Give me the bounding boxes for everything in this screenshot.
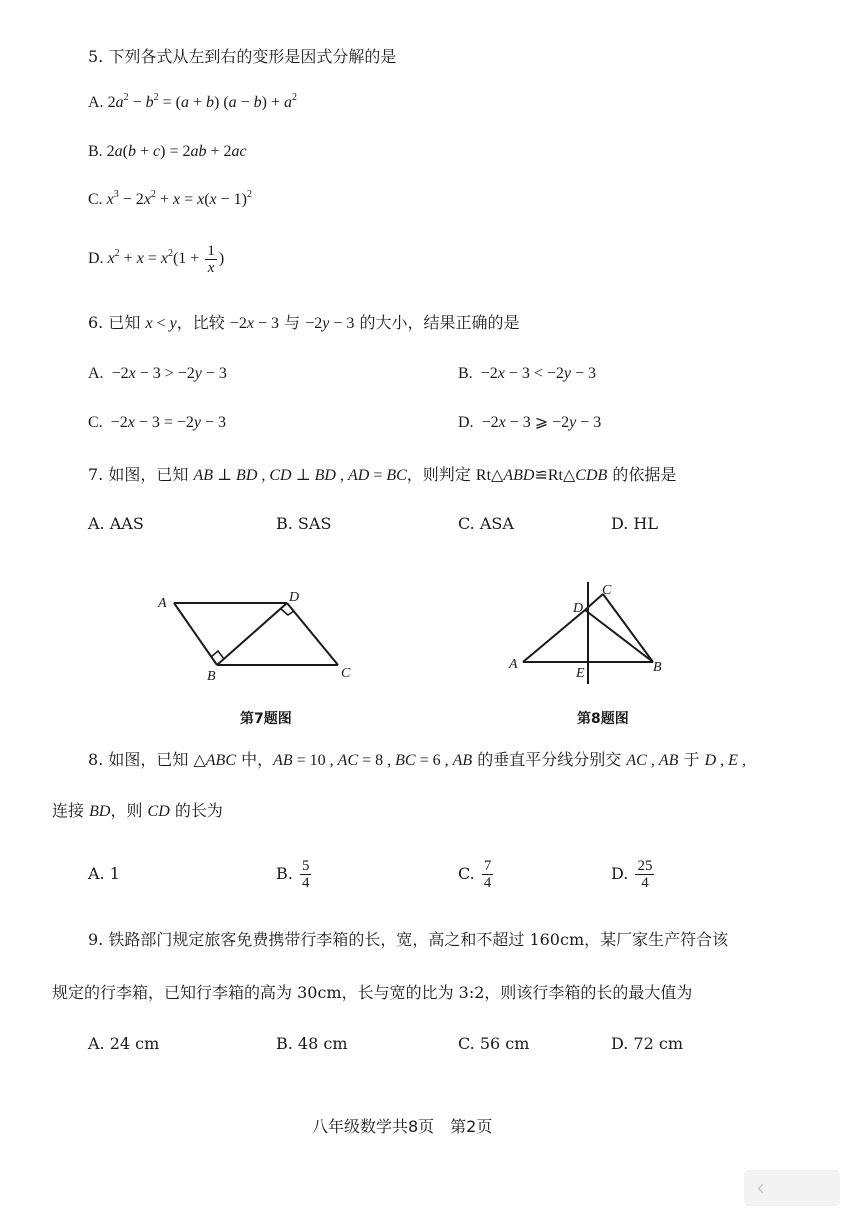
fig8-label-b: B xyxy=(653,660,662,675)
fig8-label-d: D xyxy=(573,601,584,616)
q5-option-c[interactable]: C. $x^3 - 2x^2 + x = x(x - 1)^2$ xyxy=(88,189,252,208)
q7-stem: 7. 如图，已知 AB ⊥ BD , CD ⊥ BD , AD = BC，则判定 Rt△ABD≌Rt△CDB 的依据是 xyxy=(88,465,677,484)
q9-stem-line2: 规定的行李箱，已知行李箱的高为 30cm，长与宽的比为 3:2，则该行李箱的长的最大值为 xyxy=(52,983,693,1002)
q8-option-c[interactable]: C. $\frac{7}{4}$ xyxy=(458,858,492,891)
fig7-label-a: A xyxy=(158,596,167,611)
q8-stem: 8. 如图，已知 △ABC 中，AB = 10 , AC = 8 , BC = 6 , AB 的垂直平分线分别交 AC , AB 于 D , E , xyxy=(88,750,746,769)
q8-stem-line2: 连接 BD，则 CD 的长为 xyxy=(52,801,223,820)
q5-option-d[interactable]: D. $x^2 + x = x^2(1$ + $\frac{1}{x}$ ) xyxy=(88,242,225,276)
figure-8 xyxy=(505,580,675,690)
q6-stem: 6. 已知 x < y，比较 −2x − 3 与 −2y − 3 的大小，结果正确的是 xyxy=(88,313,520,332)
q5-option-a[interactable]: A. $2a^2 - b^2 = (a + b) (a - b) + a^2$ xyxy=(88,92,298,111)
fig8-caption: 第8题图 xyxy=(577,711,629,727)
fig7-caption: 第7题图 xyxy=(240,711,292,727)
q9-option-b[interactable]: B. 48 cm xyxy=(276,1034,348,1053)
fig8-label-a: A xyxy=(509,657,518,672)
back-button[interactable] xyxy=(744,1170,840,1206)
q9-option-d[interactable]: D. 72 cm xyxy=(611,1034,684,1053)
q6-option-d[interactable]: D. −2x − 3 ⩾ −2y − 3 xyxy=(458,414,602,431)
q8-option-d[interactable]: D. $\frac{25}{4}$ xyxy=(611,858,653,891)
fig8-label-c: C xyxy=(602,583,612,598)
chevron-left-icon: ‹ xyxy=(756,1176,765,1201)
q9-stem-line1: 9. 铁路部门规定旅客免费携带行李箱的长，宽，高之和不超过 160cm，某厂家生产符合该 xyxy=(88,930,729,949)
page-footer: 八年级数学共8页 第2页 xyxy=(312,1117,493,1136)
q7-option-c[interactable]: C. ASA xyxy=(458,514,514,533)
q5-stem: 5. 下列各式从左到右的变形是因式分解的是 xyxy=(88,47,397,66)
q7-option-a[interactable]: A. AAS xyxy=(88,514,144,533)
q7-option-b[interactable]: B. SAS xyxy=(276,514,332,533)
fig7-label-c: C xyxy=(341,666,351,681)
q9-option-c[interactable]: C. 56 cm xyxy=(458,1034,530,1053)
fig8-label-e: E xyxy=(576,666,585,681)
fig7-label-b: B xyxy=(207,669,216,684)
figure-7 xyxy=(150,585,370,685)
q6-option-b[interactable]: B. −2x − 3 < −2y − 3 xyxy=(458,365,597,382)
q6-option-a[interactable]: A. −2x − 3 > −2y − 3 xyxy=(88,365,227,382)
q5-option-b[interactable]: B. 2a(b + c) = 2ab + 2ac xyxy=(88,143,247,160)
q6-option-c[interactable]: C. −2x − 3 = −2y − 3 xyxy=(88,414,227,431)
q9-option-a[interactable]: A. 24 cm xyxy=(88,1034,160,1053)
fig7-label-d: D xyxy=(289,590,300,605)
q7-option-d[interactable]: D. HL xyxy=(611,514,659,533)
q8-option-b[interactable]: B. $\frac{5}{4}$ xyxy=(276,858,310,891)
q8-option-a[interactable]: A. 1 xyxy=(88,864,120,883)
